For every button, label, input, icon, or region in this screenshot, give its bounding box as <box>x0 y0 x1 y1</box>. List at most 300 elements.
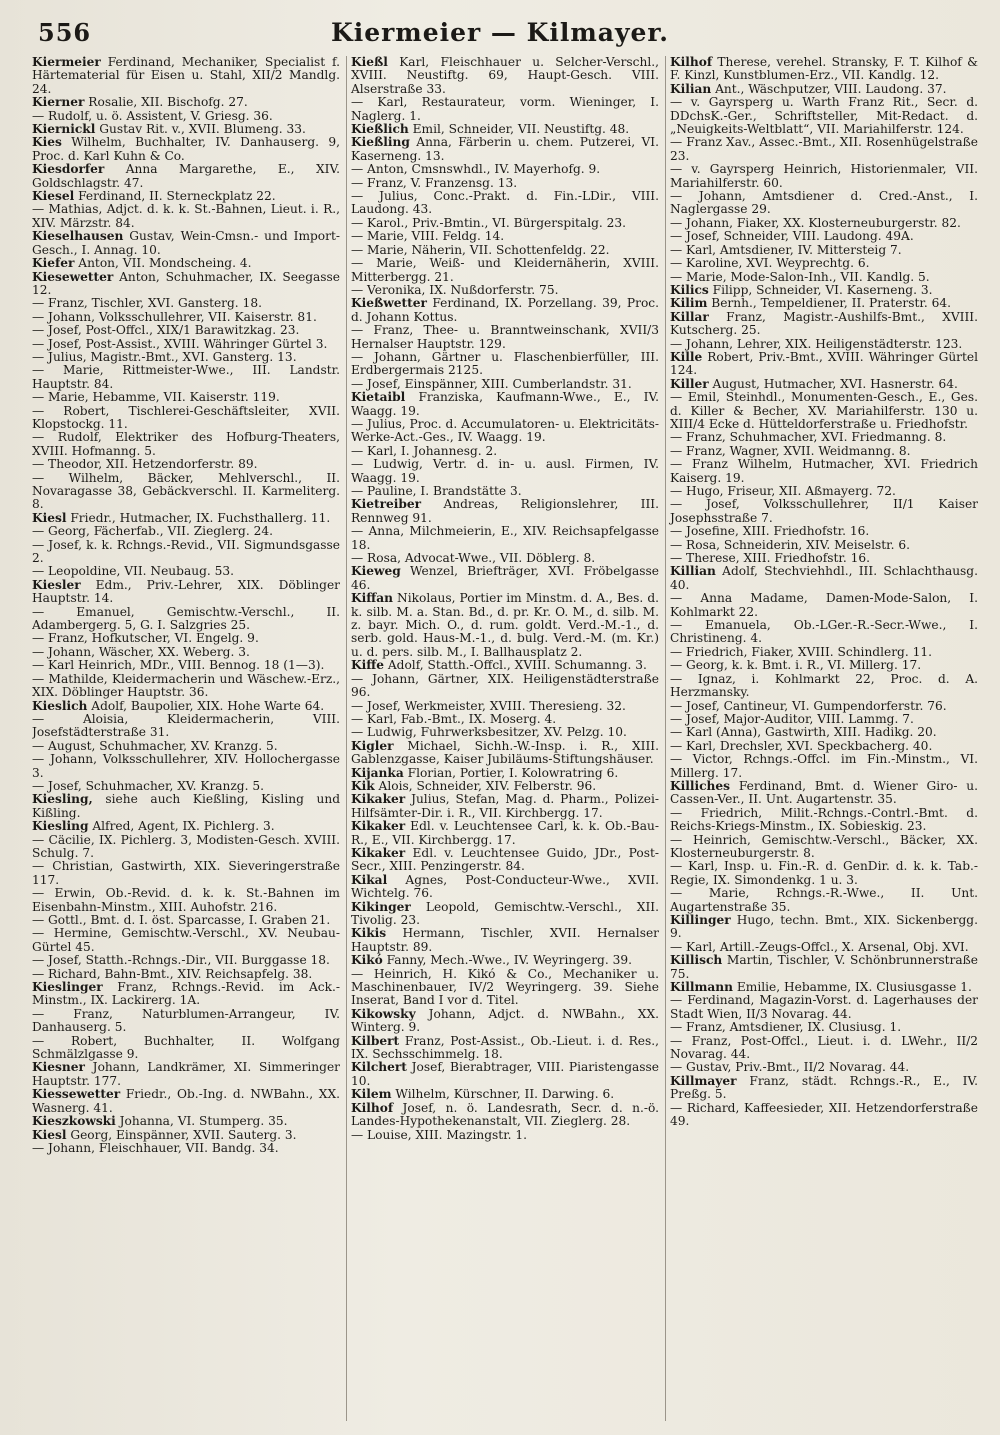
directory-entry <box>32 136 340 163</box>
entry-surname: Kieszkowski <box>32 1114 116 1129</box>
directory-entry <box>670 834 978 861</box>
directory-entry <box>32 1115 340 1128</box>
entry-details: Leopold, Gemischtw.-Verschl., XII. Tivolig. 23. <box>351 899 659 927</box>
directory-entry <box>32 713 340 740</box>
directory-entry <box>32 914 340 927</box>
entry-details: Bernh., Tempeldiener, II. Praterstr. 64. <box>707 296 952 311</box>
directory-entry <box>32 163 340 190</box>
entry-surname: Killer <box>670 376 709 391</box>
directory-entry <box>670 445 978 458</box>
entry-details: Michael, Sichh.-W.-Insp. i. R., XIII. Gablenzgasse, Kaiser Jubiläums-Stiftungshäuser. <box>351 738 659 767</box>
directory-entry <box>670 807 978 834</box>
entry-details: Ferdinand, Bmt. d. Wiener Giro- u. Cassen-Ver., II. Unt. Augartenstr. 35. <box>670 778 978 807</box>
entry-details: — Anna, Milchmeierin, E., XIV. Reichsapfelgasse 18. <box>351 524 659 552</box>
entry-details: Wilhelm, Buchhalter, IV. Danhauserg. 9, Proc. d. Karl Kuhn & Co. <box>32 135 340 163</box>
directory-entry <box>32 338 340 351</box>
directory-entry <box>351 565 659 592</box>
entry-details: — Josef, Schuhmacher, XV. Kranzg. 5. <box>32 778 264 793</box>
directory-entry <box>32 606 340 633</box>
entry-details: Adolf, Baupolier, XIX. Hohe Warte 64. <box>87 698 325 713</box>
entry-details: — Josefine, XIII. Friedhofstr. 16. <box>670 524 870 539</box>
entry-details: Alois, Schneider, XIV. Felberstr. 96. <box>374 778 597 793</box>
entry-details: Robert, Priv.-Bmt., XVIII. Währinger Gürtel 124. <box>670 349 978 378</box>
entry-details: Josef, n. ö. Landesrath, Secr. d. n.-ö. Landes-Hypothekenanstalt, VII. Zieglerg. 28. <box>351 1100 659 1129</box>
entry-details: — Karl, Insp. u. Fin.-R. d. GenDir. d. k. k. Tab.-Regie, IX. Simondenkg. 1 u. 3. <box>670 859 978 887</box>
directory-entry <box>351 592 659 659</box>
entry-details: — Marie, Rittmeister-Wwe., III. Landstr. Hauptstr. 84. <box>32 363 340 391</box>
directory-entry <box>32 793 340 820</box>
directory-entry <box>32 123 340 136</box>
directory-entry <box>670 954 978 981</box>
entry-details: — Friedrich, Milit.-Rchngs.-Contrl.-Bmt. d. Reichs-Kriegs-Minstm., IX. Sobieskig. 23. <box>670 805 978 834</box>
entry-details: — Ferdinand, Magazin-Vorst. d. Lagerhauses der Stadt Wien, II/3 Novarag. 44. <box>670 993 978 1021</box>
entry-details: — v. Gayrsperg Heinrich, Historienmaler, VII. Mariahilferstr. 60. <box>670 162 978 190</box>
entry-details: — Rudolf, Elektriker des Hofburg-Theaters, XVIII. Hofmanng. 5. <box>32 430 340 458</box>
directory-entry <box>670 391 978 431</box>
directory-entry <box>670 297 978 310</box>
entry-details: — Karol., Priv.-Bmtin., VI. Bürgerspitalg. 23. <box>351 215 627 230</box>
directory-entry <box>32 981 340 1008</box>
entry-details: — Karl, Restaurateur, vorm. Wieninger, I. Naglerg. 1. <box>351 95 659 123</box>
entry-details: — Johann, Fleischhauer, VII. Bandg. 34. <box>32 1140 279 1155</box>
directory-entry <box>670 1102 978 1129</box>
entry-details: — Franz, Naturblumen-Arrangeur, IV. Danhauserg. 5. <box>32 1006 340 1035</box>
directory-entry <box>670 458 978 485</box>
entry-details: — Josef, Major-Auditor, VIII. Lammg. 7. <box>670 711 914 726</box>
directory-entry <box>670 994 978 1021</box>
entry-details: Johann, Adjct. d. NWBahn., XX. Winterg. 9. <box>351 1006 659 1035</box>
entry-details: — Theodor, XII. Hetzendorferstr. 89. <box>32 457 258 472</box>
directory-entry <box>32 351 340 364</box>
directory-entry <box>32 1061 340 1088</box>
directory-entry <box>351 1035 659 1062</box>
entry-surname: Killar <box>670 309 709 324</box>
entry-details: siehe auch Kießling, Kisling und Kißling. <box>32 792 340 820</box>
directory-entry <box>351 1129 659 1142</box>
entry-details: — Julius, Proc. d. Accumulatoren- u. Elektricitäts-Werke-Act.-Ges., IV. Waagg. 19. <box>351 416 659 445</box>
entry-details: — Marie, Rchngs.-R.-Wwe., II. Unt. Augartenstraße 35. <box>670 886 978 914</box>
directory-entry <box>351 190 659 217</box>
directory-entry <box>32 431 340 458</box>
entry-details: August, Hutmacher, XVI. Hasnerstr. 64. <box>708 376 958 391</box>
entry-details: — Karl, Artill.-Zeugs-Offcl., X. Arsenal, Obj. XVI. <box>670 939 969 954</box>
directory-entry <box>670 753 978 780</box>
directory-entry <box>351 177 659 190</box>
entry-surname: Kießling <box>351 135 410 150</box>
directory-entry <box>32 860 340 887</box>
entry-details: — Friedrich, Fiaker, XVIII. Schindlerg. 11. <box>670 644 932 659</box>
directory-entry <box>32 110 340 123</box>
entry-details: Ant., Wäschputzer, VIII. Laudong. 37. <box>711 81 947 96</box>
directory-entry <box>32 780 340 793</box>
entry-details: — Josef, Einspänner, XIII. Cumberlandstr. 31. <box>351 376 632 391</box>
entry-details: Edl. v. Leuchtensee Guido, JDr., Post-Secr., XIII. Penzingerstr. 84. <box>351 845 659 874</box>
directory-entry <box>32 56 340 96</box>
entry-surname: Kikis <box>351 926 387 941</box>
entry-details: Therese, verehel. Stransky, F. T. Kilhof & F. Kinzl, Kunstblumen-Erz., VII. Kandlg. 12. <box>670 56 978 83</box>
directory-entry <box>32 230 340 257</box>
directory-entry <box>670 981 978 994</box>
entry-details: Georg, Einspänner, XVII. Sauterg. 3. <box>66 1127 297 1142</box>
entry-details: — Karl, Drechsler, XVI. Speckbacherg. 40. <box>670 738 933 753</box>
directory-entry <box>351 391 659 418</box>
directory-entry <box>32 539 340 566</box>
entry-details: Friedr., Ob.-Ing. d. NWBahn., XX. Wasnerg. 41. <box>32 1087 340 1115</box>
entry-details: — Franz Wilhelm, Hutmacher, XVI. Friedrich Kaiserg. 19. <box>670 457 978 485</box>
running-head: Kiermeier — Kilmayer. <box>330 18 670 47</box>
directory-entry <box>351 485 659 498</box>
directory-entry <box>670 96 978 136</box>
directory-entry <box>351 793 659 820</box>
entry-details: — Karoline, XVI. Weyprechtg. 6. <box>670 256 870 271</box>
directory-entry <box>670 83 978 96</box>
entry-details: — Johann, Fiaker, XX. Klosterneuburgerstr. 82. <box>670 215 961 230</box>
entry-details: — Heinrich, H. Kikó & Co., Mechaniker u. Maschinenbauer, IV/2 Weyringerg. 39. Siehe Inserat, Band I vor d. Titel. <box>351 966 659 1008</box>
entry-details: — Karl, Fab.-Bmt., IX. Moserg. 4. <box>351 711 557 726</box>
entry-details: — Cäcilie, IX. Pichlerg. 3, Modisten-Gesch. XVIII. Schulg. 7. <box>32 832 340 860</box>
directory-entry <box>32 673 340 700</box>
directory-entry <box>351 740 659 767</box>
entry-details: — Rosa, Advocat-Wwe., VII. Döblerg. 8. <box>351 551 596 566</box>
entry-details: — Leopoldine, VII. Neubaug. 53. <box>32 564 235 579</box>
directory-entry <box>351 445 659 458</box>
directory-entry <box>670 338 978 351</box>
entry-surname: Kieweg <box>351 564 401 579</box>
entry-surname: Kilics <box>670 282 709 297</box>
entry-surname: Killian <box>670 564 716 579</box>
directory-entry <box>32 96 340 109</box>
entry-details: — Franz, Amtsdiener, IX. Clusiusg. 1. <box>670 1020 902 1035</box>
entry-details: — Marie, Hebamme, VII. Kaiserstr. 119. <box>32 390 280 405</box>
directory-entry <box>351 378 659 391</box>
directory-entry <box>670 592 978 619</box>
entry-details: — Josef, k. k. Rchngs.-Revid., VII. Sigmundsgasse 2. <box>32 537 340 566</box>
directory-entry <box>32 190 340 203</box>
entry-details: — Franz, V. Franzensg. 13. <box>351 175 518 190</box>
directory-entry <box>32 297 340 310</box>
directory-entry <box>351 767 659 780</box>
directory-entry <box>351 498 659 525</box>
entry-details: — Josef, Schneider, VIII. Laudong. 49A. <box>670 229 914 244</box>
entry-details: Franz, städt. Rchngs.-R., E., IV. Preßg. 5. <box>670 1073 978 1102</box>
entry-surname: Kik <box>351 778 375 793</box>
directory-entry <box>351 525 659 552</box>
directory-entry <box>32 968 340 981</box>
entry-details: Franz, Post-Assist., Ob.-Lieut. i. d. Res., IX. Sechsschimmelg. 18. <box>351 1033 659 1062</box>
directory-entry <box>32 659 340 672</box>
entry-details: Wenzel, Briefträger, XVI. Fröbelgasse 46. <box>351 564 659 592</box>
directory-entry <box>32 646 340 659</box>
directory-entry <box>351 726 659 739</box>
entry-details: — Josef, Volksschullehrer, II/1 Kaiser Josephsstraße 7. <box>670 497 978 525</box>
directory-entry <box>351 324 659 351</box>
directory-entry <box>32 834 340 861</box>
directory-entry <box>351 847 659 874</box>
entry-surname: Kies <box>32 135 62 150</box>
directory-entry <box>351 257 659 284</box>
directory-entry <box>670 565 978 592</box>
directory-entry <box>351 552 659 565</box>
entry-surname: Killisch <box>670 953 723 968</box>
directory-entry <box>32 1088 340 1115</box>
entry-details: Wilhelm, Kürschner, II. Darwing. 6. <box>391 1087 615 1102</box>
entry-surname: Kieslinger <box>32 980 103 995</box>
directory-entry <box>670 860 978 887</box>
column-2 <box>346 56 659 1421</box>
directory-entry <box>351 659 659 672</box>
directory-entry <box>32 203 340 230</box>
directory-entry <box>670 941 978 954</box>
directory-entry <box>32 1035 340 1062</box>
directory-entry <box>32 820 340 833</box>
entry-details: Ferdinand, IX. Porzellang. 39, Proc. d. Johann Kottus. <box>351 296 659 324</box>
entry-surname: Kiefer <box>32 256 75 271</box>
entry-surname: Kijanka <box>351 765 404 780</box>
entry-surname: Kiesl <box>32 1127 67 1142</box>
entry-details: — Richard, Bahn-Bmt., XIV. Reichsapfelg. 38. <box>32 966 313 981</box>
directory-entry <box>32 458 340 471</box>
entry-details: Nikolaus, Portier im Minstm. d. A., Bes. d. k. silb. M. a. Stan. Bd., d. pr. Kr. O. M., d. silb. M. z. bayr. Mich. O., d. rum. goldt. Verd.-M.-1., d. serb. gold. Haus-M.-1., d. bulg. Verd.-M. (m. Kr.) u. d. pers. silb. M., I. Ballhausplatz 2. <box>351 591 659 659</box>
entry-details: Franz, Magistr.-Aushilfs-Bmt., XVIII. Kutscherg. 25. <box>670 309 978 338</box>
column-3 <box>665 56 978 1421</box>
entry-details: Josef, Bierabtrager, VIII. Piaristengasse 10. <box>351 1060 659 1088</box>
directory-entry <box>32 632 340 645</box>
entry-details: — Mathias, Adjct. d. k. k. St.-Bahnen, Lieut. i. R., XIV. Märzstr. 84. <box>32 202 340 230</box>
entry-surname: Kilim <box>670 296 708 311</box>
entry-surname: Kilian <box>670 81 712 96</box>
directory-entry <box>351 163 659 176</box>
columns <box>32 56 978 1421</box>
directory-entry <box>32 1008 340 1035</box>
entry-surname: Kille <box>670 349 703 364</box>
directory-entry <box>351 954 659 967</box>
entry-surname: Kikaker <box>351 819 406 834</box>
directory-entry <box>32 753 340 780</box>
entry-details: — Ludwig, Fuhrwerksbesitzer, XV. Pelzg. 10. <box>351 725 627 740</box>
directory-entry <box>670 271 978 284</box>
entry-details: — Johann, Wäscher, XX. Weberg. 3. <box>32 644 250 659</box>
entry-details: Emilie, Hebamme, IX. Clusiusgasse 1. <box>733 980 972 995</box>
entry-details: Karl, Fleischhauer u. Selcher-Verschl., XVIII. Neustiftg. 69, Haupt-Gesch. VIII. Alserstraße 33. <box>351 56 659 96</box>
directory-entry <box>670 485 978 498</box>
entry-details: — Franz, Post-Offcl., Lieut. i. d. LWehr., II/2 Novarag. 44. <box>670 1033 978 1062</box>
directory-entry <box>670 1061 978 1074</box>
entry-surname: Kiesling, <box>32 792 93 807</box>
directory-entry <box>351 217 659 230</box>
entry-details: — Richard, Kaffeesieder, XII. Hetzendorferstraße 49. <box>670 1100 978 1129</box>
directory-entry <box>670 525 978 538</box>
entry-details: — Gustav, Priv.-Bmt., II/2 Novarag. 44. <box>670 1060 910 1075</box>
directory-entry <box>32 472 340 512</box>
directory-entry <box>670 498 978 525</box>
entry-details: Florian, Portier, I. Kolowratring 6. <box>403 765 619 780</box>
entry-details: Ferdinand, II. Sterneckplatz 22. <box>74 189 276 204</box>
entry-surname: Kilbert <box>351 1033 400 1048</box>
directory-entry <box>32 525 340 538</box>
directory-entry <box>670 914 978 941</box>
entry-surname: Kiffan <box>351 591 393 606</box>
entry-details: — Johann, Gärtner u. Flaschenbierfüller, III. Erdbergermais 2125. <box>351 349 659 378</box>
directory-entry <box>351 284 659 297</box>
directory-entry <box>351 713 659 726</box>
directory-entry <box>32 512 340 525</box>
directory-entry <box>670 887 978 914</box>
entry-details: — Josef, Statth.-Rchngs.-Dir., VII. Burggasse 18. <box>32 953 330 968</box>
entry-details: Edl. v. Leuchtensee Carl, k. k. Ob.-Bau-R., E., VII. Kirchbergg. 17. <box>351 819 659 847</box>
entry-details: — Wilhelm, Bäcker, Mehlverschl., II. Novaragasse 38, Gebäckverschl. II. Karmeliterg. 8. <box>32 470 340 512</box>
entry-surname: Kieselhausen <box>32 229 124 244</box>
entry-details: Anna, Färberin u. chem. Putzerei, VI. Kaserneng. 13. <box>351 135 659 163</box>
entry-details: — Aloisia, Kleidermacherin, VIII. Josefstädterstraße 31. <box>32 711 340 740</box>
directory-entry <box>670 659 978 672</box>
page-number: 556 <box>38 18 92 47</box>
directory-entry <box>32 324 340 337</box>
entry-details: — Julius, Conc.-Prakt. d. Fin.-LDir., VIII. Laudong. 43. <box>351 189 659 217</box>
directory-entry <box>351 874 659 901</box>
entry-details: — Gottl., Bmt. d. I. öst. Sparcasse, I. Graben 21. <box>32 913 331 927</box>
directory-entry <box>32 579 340 606</box>
directory-entry <box>670 431 978 444</box>
entry-details: Emil, Schneider, VII. Neustiftg. 48. <box>408 122 630 137</box>
entry-details: Johann, Landkrämer, XI. Simmeringer Hauptstr. 177. <box>32 1060 340 1088</box>
entry-details: — Anton, Cmsnswhdl., IV. Mayerhofg. 9. <box>351 162 601 177</box>
entry-details: — Christian, Gastwirth, XIX. Sieveringerstraße 117. <box>32 859 340 887</box>
entry-details: Johanna, VI. Stumperg. 35. <box>115 1114 288 1129</box>
directory-entry <box>670 539 978 552</box>
entry-surname: Kikó <box>351 953 383 968</box>
directory-entry <box>670 646 978 659</box>
entry-details: — Karl, Amtsdiener, IV. Mittersteig 7. <box>670 242 902 257</box>
directory-entry <box>32 405 340 432</box>
directory-entry <box>670 673 978 700</box>
entry-details: — Franz, Schuhmacher, XVI. Friedmanng. 8. <box>670 430 947 445</box>
directory-entry <box>670 780 978 807</box>
entry-surname: Kilhof <box>670 56 713 69</box>
directory-entry <box>32 364 340 391</box>
entry-details: — Josef, Cantineur, VI. Gumpendorferstr. 76. <box>670 698 947 713</box>
directory-entry <box>351 1102 659 1129</box>
entry-details: — Hermine, Gemischtw.-Verschl., XV. Neubau-Gürtel 45. <box>32 926 340 954</box>
entry-details: — Josef, Post-Assist., XVIII. Währinger Gürtel 3. <box>32 336 328 351</box>
directory-entry <box>32 257 340 270</box>
directory-entry <box>670 1021 978 1034</box>
directory-entry <box>670 552 978 565</box>
entry-details: — Erwin, Ob.-Revid. d. k. k. St.-Bahnen im Eisenbahn-Minstm., XIII. Auhofstr. 216. <box>32 886 340 914</box>
entry-surname: Kierner <box>32 95 85 110</box>
entry-surname: Kiffe <box>351 658 384 673</box>
entry-details: Hugo, techn. Bmt., XIX. Sickenbergg. 9. <box>670 913 978 941</box>
directory-entry <box>670 351 978 378</box>
entry-details: — Marie, Mode-Salon-Inh., VII. Kandlg. 5. <box>670 269 930 284</box>
directory-entry <box>32 1142 340 1155</box>
entry-details: — Robert, Buchhalter, II. Wolfgang Schmälzlgasse 9. <box>32 1033 340 1062</box>
directory-entry <box>670 311 978 338</box>
directory-entry <box>32 954 340 967</box>
entry-surname: Kilchert <box>351 1060 407 1075</box>
entry-details: — Anna Madame, Damen-Mode-Salon, I. Kohlmarkt 22. <box>670 591 978 619</box>
entry-details: — Julius, Magistr.-Bmt., XVI. Gansterg. 13. <box>32 349 297 364</box>
directory-entry <box>670 740 978 753</box>
entry-details: — Josef, Post-Offcl., XIX/1 Barawitzkag. 23. <box>32 323 300 338</box>
entry-surname: Killmann <box>670 980 733 995</box>
entry-details: — Johann, Lehrer, XIX. Heiligenstädterstr. 123. <box>670 336 963 351</box>
entry-surname: Kiesel <box>32 189 75 204</box>
entry-details: — Veronika, IX. Nußdorferstr. 75. <box>351 282 559 297</box>
directory-entry <box>32 311 340 324</box>
directory-entry <box>351 673 659 700</box>
entry-details: Ferdinand, Mechaniker, Specialist f. Härtematerial für Eisen u. Stahl, XII/2 Mandlg. 24. <box>32 56 340 96</box>
entry-surname: Kiesl <box>32 510 67 525</box>
directory-entry <box>670 284 978 297</box>
directory-entry <box>670 56 978 83</box>
entry-details: Fanny, Mech.-Wwe., IV. Weyringerg. 39. <box>382 953 632 968</box>
entry-details: — Pauline, I. Brandstätte 3. <box>351 484 522 498</box>
directory-entry <box>351 700 659 713</box>
directory-entry <box>32 700 340 713</box>
entry-surname: Kießlich <box>351 122 409 137</box>
entry-details: Alfred, Agent, IX. Pichlerg. 3. <box>88 819 275 834</box>
entry-details: Adolf, Statth.-Offcl., XVIII. Schumanng. 3. <box>383 658 647 673</box>
directory-entry <box>351 123 659 136</box>
directory-entry <box>670 700 978 713</box>
page-header <box>0 14 1000 54</box>
directory-entry <box>351 927 659 954</box>
entry-surname: Kiesdorfer <box>32 162 105 177</box>
directory-entry <box>32 740 340 753</box>
entry-details: — Emanuela, Ob.-LGer.-R.-Secr.-Wwe., I. Christineng. 4. <box>670 618 978 646</box>
entry-surname: Killmayer <box>670 1073 737 1088</box>
column-1 <box>32 56 340 1421</box>
directory-entry <box>670 1035 978 1062</box>
entry-details: Franziska, Kaufmann-Wwe., E., IV. Waagg. 19. <box>351 390 659 418</box>
directory-entry <box>670 217 978 230</box>
entry-details: — Franz, Wagner, XVII. Weidmanng. 8. <box>670 443 911 458</box>
entry-details: — Therese, XIII. Friedhofstr. 16. <box>670 551 871 566</box>
directory-entry <box>670 726 978 739</box>
entry-details: — Ludwig, Vertr. d. in- u. ausl. Firmen, IV. Waagg. 19. <box>351 457 659 485</box>
directory-entry <box>670 619 978 646</box>
entry-surname: Kikinger <box>351 899 411 914</box>
entry-details: Hermann, Tischler, XVII. Hernalser Hauptstr. 89. <box>351 926 659 954</box>
entry-surname: Kikal <box>351 872 388 887</box>
directory-entry <box>351 297 659 324</box>
entry-surname: Kilhof <box>351 1100 394 1115</box>
directory-entry <box>670 378 978 391</box>
entry-details: — Hugo, Friseur, XII. Aßmayerg. 72. <box>670 484 896 498</box>
entry-surname: Kigler <box>351 738 394 753</box>
entry-details: — Franz, Hofkutscher, VI. Engelg. 9. <box>32 631 259 646</box>
entry-details: — Robert, Tischlerei-Geschäftsleiter, XVII. Klopstockg. 11. <box>32 403 340 431</box>
entry-surname: Kiernickl <box>32 122 96 137</box>
entry-details: — Franz, Tischler, XVI. Gansterg. 18. <box>32 296 262 311</box>
entry-surname: Kilem <box>351 1087 392 1102</box>
directory-entry <box>32 271 340 298</box>
entry-details: — Johann, Volksschullehrer, XIV. Hollochergasse 3. <box>32 752 340 780</box>
directory-entry <box>32 927 340 954</box>
entry-details: — Franz, Thee- u. Branntweinschank, XVII/3 Hernalser Hauptstr. 129. <box>351 323 659 351</box>
entry-surname: Kiermeier <box>32 56 101 69</box>
entry-details: Julius, Stefan, Mag. d. Pharm., Polizei-Hilfsämter-Dir. i. R., VII. Kirchbergg. 17. <box>351 792 659 820</box>
entry-details: Anton, VII. Mondscheing. 4. <box>74 256 252 271</box>
directory-entry <box>670 244 978 257</box>
directory-entry <box>670 190 978 217</box>
directory-entry <box>351 458 659 485</box>
directory-entry <box>351 820 659 847</box>
entry-surname: Kietaibl <box>351 390 406 405</box>
entry-surname: Kiesler <box>32 577 81 592</box>
entry-surname: Kiesner <box>32 1060 85 1075</box>
directory-entry <box>670 136 978 163</box>
